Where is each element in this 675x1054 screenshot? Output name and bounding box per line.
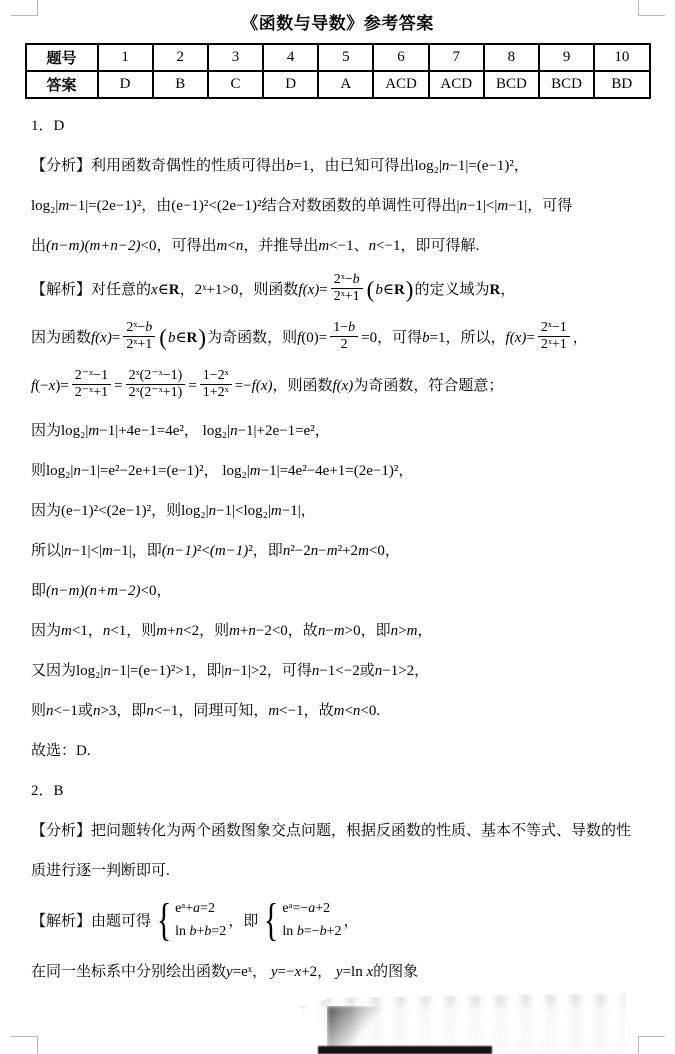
question-number-row bbox=[26, 44, 650, 71]
crop-mark-bottom-right bbox=[638, 1036, 665, 1054]
solution-line: 所以|n−1|<|m−1|，即(n−1)²<(m−1)²，即n²−2n−m²+2m<0， bbox=[31, 542, 400, 559]
question-number-cell: 5 bbox=[318, 44, 373, 71]
solution-line: 则n<−1或n>3，即n<−1，同理可知，m<−1，故m<n<0. bbox=[31, 702, 381, 719]
analysis-line: 【分析】把问题转化为两个函数图象交点问题，根据反函数的性质、基本不等式、导数的性 bbox=[31, 822, 632, 839]
solution-line: f(−x)= $\frac{\text{2⁻ˣ−1}}{\text{2⁻ˣ+1}}$ = $\frac{\text{2ˣ(2⁻ˣ−1)}}{\text{2ˣ(2⁻ˣ+1)}}$ = $\frac{\text{1−2ˣ}}{\text{1+2ˣ}}$ =−f(x)，则函数f(x)为奇函数，符合题意； bbox=[31, 368, 504, 401]
analysis-line: 【分析】利用函数奇偶性的性质可得出b=1，由已知可得出log₂|n−1|=(e−1)²， bbox=[31, 158, 529, 174]
answer-cell: C bbox=[208, 71, 263, 98]
solution-line: 因为(e−1)²<(2e−1)²，则log₂|n−1|<log₂|m−1|， bbox=[31, 502, 316, 519]
obscured-image-top-edge bbox=[318, 1046, 492, 1054]
answer-table bbox=[25, 43, 651, 99]
answer-cell: BD bbox=[594, 71, 649, 98]
question-number-cell: 1 bbox=[98, 44, 153, 71]
analysis-line: 出(n−m)(m+n−2)<0，可得出m<n，并推导出m<−1、n<−1，即可得解. bbox=[31, 238, 480, 254]
answer-cell: BCD bbox=[484, 71, 539, 98]
question-number-cell: 10 bbox=[594, 44, 649, 71]
crop-mark-top-left bbox=[11, 0, 38, 16]
question-number-cell: 6 bbox=[373, 44, 428, 71]
answer-choice-line: 故选：D. bbox=[31, 742, 91, 759]
answer-cell: BCD bbox=[539, 71, 594, 98]
analysis-line: log₂|m−1|=(2e−1)²，由(e−1)²<(2e−1)²结合对数函数的单调性可得出|n−1|<|m−1|，可得 bbox=[31, 198, 573, 214]
question-number-cell: 2 bbox=[153, 44, 208, 71]
question-number-cell: 9 bbox=[539, 44, 594, 71]
answer-cell: A bbox=[318, 71, 373, 98]
crop-mark-top-right bbox=[638, 0, 665, 16]
question-2-answer: 2．B bbox=[31, 782, 64, 799]
answer-cell: ACD bbox=[429, 71, 484, 98]
question-number-cell: 7 bbox=[429, 44, 484, 71]
analysis-line: 质进行逐一判断即可. bbox=[31, 862, 170, 879]
answer-cell: D bbox=[98, 71, 153, 98]
solution-line: 【解析】对任意的x∈R，2ˣ+1>0，则函数f(x)= $\frac{\text{2ˣ−b}}{\text{2ˣ+1}}$ (b∈R)的定义域为R， bbox=[31, 272, 516, 305]
crop-mark-bottom-left bbox=[11, 1036, 38, 1054]
page-title: 《函数与导数》参考答案 bbox=[241, 14, 434, 33]
solution-line: 因为log₂|m−1|+4e−1=4e²， log₂|n−1|+2e−1=e²， bbox=[31, 422, 330, 439]
question-row-header: 题号 bbox=[26, 44, 98, 71]
question-number-cell: 4 bbox=[263, 44, 318, 71]
answer-cell: D bbox=[263, 71, 318, 98]
solution-line: 又因为log₂|n−1|=(e−1)²>1，即|n−1|>2，可得n−1<−2或n−1>2， bbox=[31, 662, 430, 679]
answer-table-body bbox=[26, 44, 650, 98]
solution-line: 在同一坐标系中分别绘出函数y=eˣ， y=−x+2， y=ln x的图象 bbox=[31, 963, 419, 980]
solution-line: 【解析】由题可得 { eᵃ+a=2 ln b+b=2 ，即 { eᵃ=−a+2 ln b=−b+2 ， bbox=[31, 894, 359, 946]
answer-cell: ACD bbox=[373, 71, 428, 98]
answer-cell: B bbox=[153, 71, 208, 98]
question-number-cell: 3 bbox=[208, 44, 263, 71]
solution-line: 因为m<1，n<1，则m+n<2，则m+n−2<0，故n−m>0，即n>m， bbox=[31, 622, 433, 639]
answer-row-header: 答案 bbox=[26, 71, 98, 98]
answer-row bbox=[26, 71, 650, 98]
question-number-cell: 8 bbox=[484, 44, 539, 71]
solution-line: 即(n−m)(n+m−2)<0， bbox=[31, 582, 172, 599]
solution-content bbox=[0, 99, 675, 985]
question-1-answer: 1．D bbox=[31, 118, 65, 134]
solution-line: 因为函数f(x)= $\frac{\text{2ˣ−b}}{\text{2ˣ+1}}$ (b∈R)为奇函数，则f(0)= $\frac{1-b}{2}$ =0，可得b=1，所以，f(x)= $\frac{\text{2ˣ−1}}{\text{2ˣ+1}}$ ， bbox=[31, 320, 588, 353]
solution-line: 则log₂|n−1|=e²−2e+1=(e−1)²， log₂|m−1|=4e²−4e+1=(2e−1)²， bbox=[31, 462, 414, 479]
